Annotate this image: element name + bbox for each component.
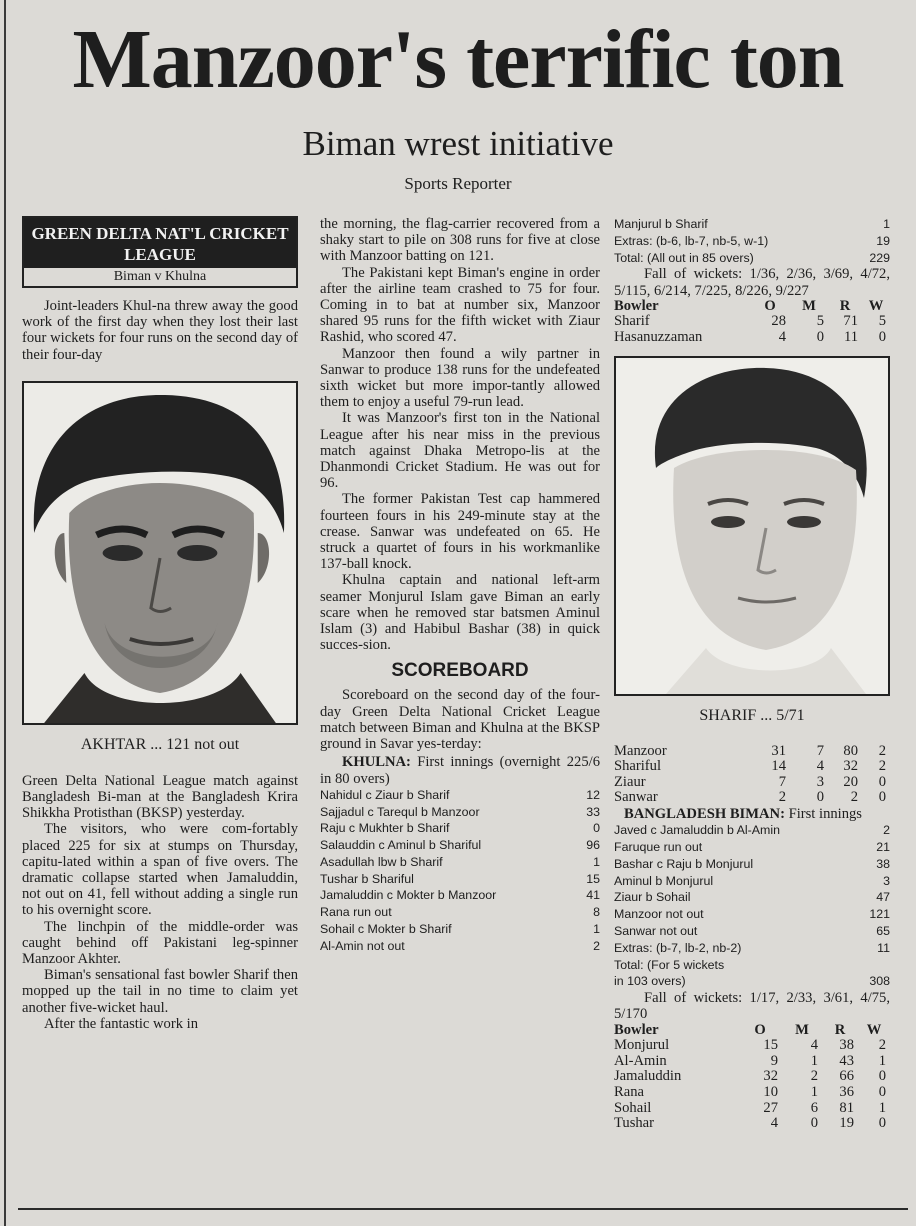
batsman-runs: 41 bbox=[586, 888, 600, 903]
headline: Manzoor's terrific ton bbox=[72, 13, 844, 106]
league-box bbox=[22, 216, 298, 288]
total-value: 229 bbox=[869, 250, 890, 265]
biman-team-label: BANGLADESH BIMAN: bbox=[624, 805, 785, 822]
story-paragraph: Joint-leaders Khul-na threw away the good work of the first day when they lost their last four wickets for four runs on the second day of their four-day bbox=[22, 298, 298, 363]
bowler-maidens: 5 bbox=[816, 313, 824, 330]
bowler-name: Sharif bbox=[614, 313, 650, 330]
story-paragraph: The former Pakistan Test cap hammered fourteen fours in his 249-minute stay at the crease. Sanwar was undefeated on 65. He struck a quartet of fours in his workmanlike 137-ball knock. bbox=[320, 491, 600, 573]
league-box-subtitle: Biman v Khulna bbox=[113, 269, 207, 284]
biman-innings-subtitle: First innings bbox=[784, 805, 862, 822]
bowler-name: Shariful bbox=[614, 758, 662, 775]
extras-value: 11 bbox=[877, 940, 890, 955]
bowling-row bbox=[614, 775, 890, 791]
batting-row bbox=[320, 921, 600, 938]
extras-label: Extras: (b-6, lb-7, nb-5, w-1) bbox=[614, 233, 769, 248]
bowler-maidens: 7 bbox=[816, 742, 824, 759]
batting-row bbox=[320, 887, 600, 904]
batting-row bbox=[614, 923, 890, 940]
bowler-overs: 32 bbox=[763, 1068, 778, 1085]
story-paragraph: Khulna captain and national left-arm seamer Monjurul Islam gave Biman an early scare when he removed star batsmen Aminul Islam (3) and Habibul Bashar (38) in quick succes-sion. bbox=[320, 572, 600, 654]
khulna-fall-of-wickets: Fall of wickets: 1/36, 2/36, 3/69, 4/72, 5/115, 6/214, 7/225, 8/226, 9/227 bbox=[614, 266, 890, 299]
batsman-dismissal: Al-Amin not out bbox=[320, 938, 405, 953]
bowler-runs: 36 bbox=[839, 1083, 854, 1100]
bowler-maidens: 1 bbox=[810, 1083, 818, 1100]
bowler-maidens: 6 bbox=[810, 1099, 818, 1116]
bowling-header-bowler: Bowler bbox=[614, 1021, 659, 1038]
batsman-dismissal: Aminul b Monjurul bbox=[614, 873, 714, 888]
bowler-name: Monjurul bbox=[614, 1037, 670, 1054]
bowling-header-overs: O bbox=[764, 297, 776, 314]
story-paragraph: The linchpin of the middle-order was caught behind off Pakistani leg-spinner Manzoor Akhter. bbox=[22, 918, 298, 968]
bowling-header-maidens: M bbox=[795, 1021, 809, 1038]
batsman-runs: 96 bbox=[586, 838, 600, 853]
story-paragraph: Biman's sensational fast bowler Sharif then mopped up the tail in no time to claim yet another five-wicket haul. bbox=[22, 967, 298, 1016]
bowling-header-wickets: W bbox=[868, 297, 884, 314]
batting-row bbox=[320, 871, 600, 888]
bowler-wickets: 1 bbox=[878, 1052, 886, 1069]
bowler-wickets: 0 bbox=[878, 773, 886, 790]
batsman-dismissal: Javed c Jamaluddin b Al-Amin bbox=[614, 823, 780, 838]
bowler-name: Rana bbox=[614, 1083, 644, 1100]
batting-row bbox=[614, 856, 890, 873]
batting-row bbox=[614, 216, 890, 233]
batsman-runs: 2 bbox=[593, 938, 600, 953]
bowler-name: Manzoor bbox=[614, 742, 667, 759]
khulna-team-label: KHULNA: bbox=[342, 754, 411, 771]
batsman-dismissal: Faruque run out bbox=[614, 839, 703, 854]
story-paragraph: Green Delta National League match against Bangladesh Bi-man at the Bangladesh Krira Shikkha Protisthan (BKSP) yesterday. bbox=[22, 772, 298, 822]
bowler-overs: 7 bbox=[778, 773, 786, 790]
bowling-row bbox=[614, 1038, 890, 1054]
bowling-row bbox=[614, 1054, 890, 1070]
bowler-maidens: 1 bbox=[810, 1052, 818, 1069]
bowler-overs: 2 bbox=[778, 789, 786, 806]
bowler-runs: 81 bbox=[839, 1099, 854, 1116]
story-paragraph: Manzoor then found a wily partner in Sanwar to produce 138 runs for the undefeated sixth wicket but more impor-tantly allowed them to enjoy a useful 79-run lead. bbox=[320, 345, 600, 411]
batsman-dismissal: Bashar c Raju b Monjurul bbox=[614, 856, 754, 871]
bowler-runs: 43 bbox=[839, 1052, 854, 1069]
story-paragraph: After the fantastic work in bbox=[44, 1015, 198, 1032]
bowler-maidens: 0 bbox=[816, 789, 824, 806]
sharif-photo-caption: SHARIF ... 5/71 bbox=[699, 706, 805, 724]
bowler-name: Jamaluddin bbox=[614, 1068, 682, 1085]
batting-row bbox=[614, 906, 890, 923]
bowler-overs: 10 bbox=[763, 1083, 778, 1100]
bowler-name: Sanwar bbox=[614, 789, 658, 806]
bowler-maidens: 4 bbox=[816, 758, 824, 775]
bowler-runs: 66 bbox=[839, 1068, 854, 1085]
batsman-dismissal: Tushar b Shariful bbox=[320, 871, 414, 886]
bowler-wickets: 0 bbox=[878, 328, 886, 345]
sharif-photo bbox=[614, 356, 890, 696]
bowler-runs: 2 bbox=[850, 789, 858, 806]
batsman-dismissal: Rana run out bbox=[320, 905, 392, 920]
total-row bbox=[614, 973, 890, 990]
batting-row bbox=[320, 787, 600, 804]
bowling-row bbox=[614, 1085, 890, 1101]
total-label: Total: (For 5 wickets bbox=[614, 957, 725, 972]
bowler-wickets: 1 bbox=[878, 1099, 886, 1116]
batsman-runs: 65 bbox=[876, 923, 890, 938]
story-paragraph: The visitors, who were com-fortably placed 225 for six at stumps on Thursday, capitu-lated within a span of five overs. The dramatic collapse started when Jamaluddin, not out on 41, fell without adding a single run to his overnight score. bbox=[22, 821, 298, 919]
khulna-bowling-table-part1 bbox=[614, 299, 890, 346]
biman-innings-heading bbox=[614, 806, 890, 822]
batting-row bbox=[614, 839, 890, 856]
bowling-header-runs: R bbox=[839, 297, 851, 314]
bowler-runs: 20 bbox=[843, 773, 858, 790]
batsman-runs: 15 bbox=[586, 871, 600, 886]
khulna-innings-heading bbox=[320, 754, 600, 786]
bowler-name: Tushar bbox=[614, 1115, 655, 1132]
biman-bowling-table bbox=[614, 1023, 890, 1132]
bowler-maidens: 3 bbox=[816, 773, 824, 790]
story-paragraph: The Pakistani kept Biman's engine in order after the airline team crashed to 75 for four. Coming in to bat at number six, Manzoor shared 95 runs for the fifth wicket with Ziaur Rashid, who scored 47. bbox=[320, 264, 600, 346]
bowling-header-wickets: W bbox=[866, 1021, 882, 1038]
batsman-runs: 21 bbox=[876, 839, 890, 854]
bowler-wickets: 2 bbox=[878, 742, 886, 759]
total-value: 308 bbox=[869, 974, 890, 989]
bowler-wickets: 2 bbox=[878, 1037, 886, 1054]
batsman-runs: 1 bbox=[593, 854, 600, 869]
bowler-maidens: 2 bbox=[810, 1068, 818, 1085]
bowler-runs: 38 bbox=[839, 1037, 854, 1054]
bowling-row bbox=[614, 1069, 890, 1085]
column-2 bbox=[320, 216, 600, 955]
akhtar-photo-caption: AKHTAR ... 121 not out bbox=[80, 735, 240, 753]
bowler-name: Al-Amin bbox=[614, 1052, 667, 1069]
bowler-wickets: 0 bbox=[878, 1068, 886, 1085]
batting-row bbox=[320, 804, 600, 821]
bowler-wickets: 0 bbox=[878, 1083, 886, 1100]
total-label-continued: in 103 overs) bbox=[614, 974, 686, 989]
batting-row bbox=[614, 889, 890, 906]
batting-row bbox=[320, 904, 600, 921]
bowler-overs: 14 bbox=[771, 758, 786, 775]
bowler-overs: 28 bbox=[771, 313, 786, 330]
batting-row bbox=[614, 822, 890, 839]
batsman-runs: 38 bbox=[876, 856, 890, 871]
bowler-overs: 9 bbox=[770, 1052, 778, 1069]
bowling-header-row bbox=[614, 299, 890, 315]
batting-row bbox=[320, 820, 600, 837]
bowler-overs: 27 bbox=[763, 1099, 778, 1116]
batsman-runs: 12 bbox=[586, 787, 600, 802]
bowler-overs: 4 bbox=[778, 328, 786, 345]
bowling-header-row bbox=[614, 1023, 890, 1039]
bowler-name: Sohail bbox=[614, 1099, 652, 1116]
batsman-runs: 1 bbox=[593, 922, 600, 937]
batsman-runs: 2 bbox=[883, 823, 890, 838]
bowling-row bbox=[614, 1101, 890, 1117]
batting-row bbox=[320, 938, 600, 955]
akhtar-photo bbox=[22, 381, 298, 725]
scoreboard-intro: Scoreboard on the second day of the four-day Green Delta National Cricket League match between Biman and Khulna at the BKSP ground in Savar yes-terday: bbox=[320, 687, 600, 753]
bowling-row bbox=[614, 744, 890, 760]
story-paragraph: the morning, the flag-carrier recovered from a shaky start to pile on 308 runs for five at close with Manzoor batting on 121. bbox=[320, 216, 600, 265]
extras-row bbox=[614, 940, 890, 957]
bowling-header-runs: R bbox=[834, 1021, 846, 1038]
column-1 bbox=[22, 216, 298, 1032]
bowler-maidens: 0 bbox=[810, 1115, 818, 1132]
bowler-runs: 19 bbox=[839, 1115, 854, 1132]
batsman-dismissal: Raju c Mukhter b Sharif bbox=[320, 821, 450, 836]
bowling-row bbox=[614, 330, 890, 346]
batsman-dismissal: Manjurul b Sharif bbox=[614, 217, 708, 231]
batsman-runs: 3 bbox=[883, 873, 890, 888]
batsman-runs: 121 bbox=[869, 907, 890, 922]
bowler-overs: 31 bbox=[771, 742, 786, 759]
total-row bbox=[614, 250, 890, 267]
batting-row bbox=[320, 837, 600, 854]
bowler-runs: 71 bbox=[843, 313, 858, 330]
page-rule-bottom bbox=[18, 1208, 908, 1210]
batsman-runs: 47 bbox=[876, 890, 890, 905]
batsman-dismissal: Salauddin c Aminul b Shariful bbox=[320, 838, 482, 853]
khulna-bowling-table-part2 bbox=[614, 744, 890, 806]
batsman-runs: 8 bbox=[593, 905, 600, 920]
bowler-runs: 11 bbox=[843, 328, 858, 345]
total-label: Total: (All out in 85 overs) bbox=[614, 250, 754, 265]
batsman-dismissal: Nahidul c Ziaur b Sharif bbox=[320, 787, 450, 802]
batsman-runs: 1 bbox=[883, 217, 890, 231]
bowler-wickets: 5 bbox=[878, 313, 886, 330]
batsman-runs: 33 bbox=[586, 804, 600, 819]
bowler-wickets: 0 bbox=[878, 1115, 886, 1132]
bowling-row bbox=[614, 759, 890, 775]
batsman-dismissal: Sohail c Mokter b Sharif bbox=[320, 922, 452, 937]
bowling-header-maidens: M bbox=[802, 297, 816, 314]
biman-batting-list bbox=[614, 822, 890, 940]
bowler-maidens: 0 bbox=[816, 328, 824, 345]
biman-fall-of-wickets: Fall of wickets: 1/17, 2/33, 3/61, 4/75, 5/170 bbox=[614, 990, 890, 1023]
column-3 bbox=[614, 216, 890, 1132]
batsman-dismissal: Manzoor not out bbox=[614, 907, 704, 922]
bowling-row bbox=[614, 790, 890, 806]
bowler-wickets: 2 bbox=[878, 758, 886, 775]
batsman-dismissal: Sajjadul c Tarequl b Manzoor bbox=[320, 804, 480, 819]
extras-label: Extras: (b-7, lb-2, nb-2) bbox=[614, 940, 742, 955]
bowling-header-overs: O bbox=[754, 1021, 766, 1038]
bowling-header-bowler: Bowler bbox=[614, 297, 659, 314]
khulna-innings-subtitle: First innings (overnight 225/6 in 80 overs) bbox=[320, 754, 600, 787]
extras-value: 19 bbox=[876, 233, 890, 248]
bowler-overs: 4 bbox=[770, 1115, 778, 1132]
bowler-runs: 80 bbox=[843, 742, 858, 759]
bowler-runs: 32 bbox=[843, 758, 858, 775]
bowling-row bbox=[614, 314, 890, 330]
story-paragraph: It was Manzoor's first ton in the National League after his near miss in the previous match against Dhaka Metropo-lis at the Dhanmondi Cricket Stadium. He was out for 96. bbox=[320, 410, 600, 492]
subheadline: Biman wrest initiative bbox=[302, 124, 614, 163]
scoreboard-title: SCOREBOARD bbox=[391, 660, 529, 682]
bowler-maidens: 4 bbox=[810, 1037, 818, 1054]
batsman-runs: 0 bbox=[593, 821, 600, 836]
bowler-wickets: 0 bbox=[878, 789, 886, 806]
khulna-batting-list bbox=[320, 787, 600, 955]
bowler-name: Ziaur bbox=[614, 773, 646, 790]
batsman-dismissal: Sanwar not out bbox=[614, 923, 698, 938]
bowler-name: Hasanuzzaman bbox=[614, 328, 703, 345]
batting-row bbox=[614, 873, 890, 890]
league-box-title: GREEN DELTA NAT'L CRICKET LEAGUE bbox=[24, 218, 296, 268]
byline: Sports Reporter bbox=[404, 174, 512, 193]
bowler-overs: 15 bbox=[763, 1037, 778, 1054]
batsman-dismissal: Ziaur b Sohail bbox=[614, 890, 691, 905]
batting-row bbox=[320, 854, 600, 871]
batsman-dismissal: Asadullah lbw b Sharif bbox=[320, 854, 443, 869]
extras-row bbox=[614, 233, 890, 250]
bowling-row bbox=[614, 1116, 890, 1132]
batsman-dismissal: Jamaluddin c Mokter b Manzoor bbox=[320, 888, 497, 903]
